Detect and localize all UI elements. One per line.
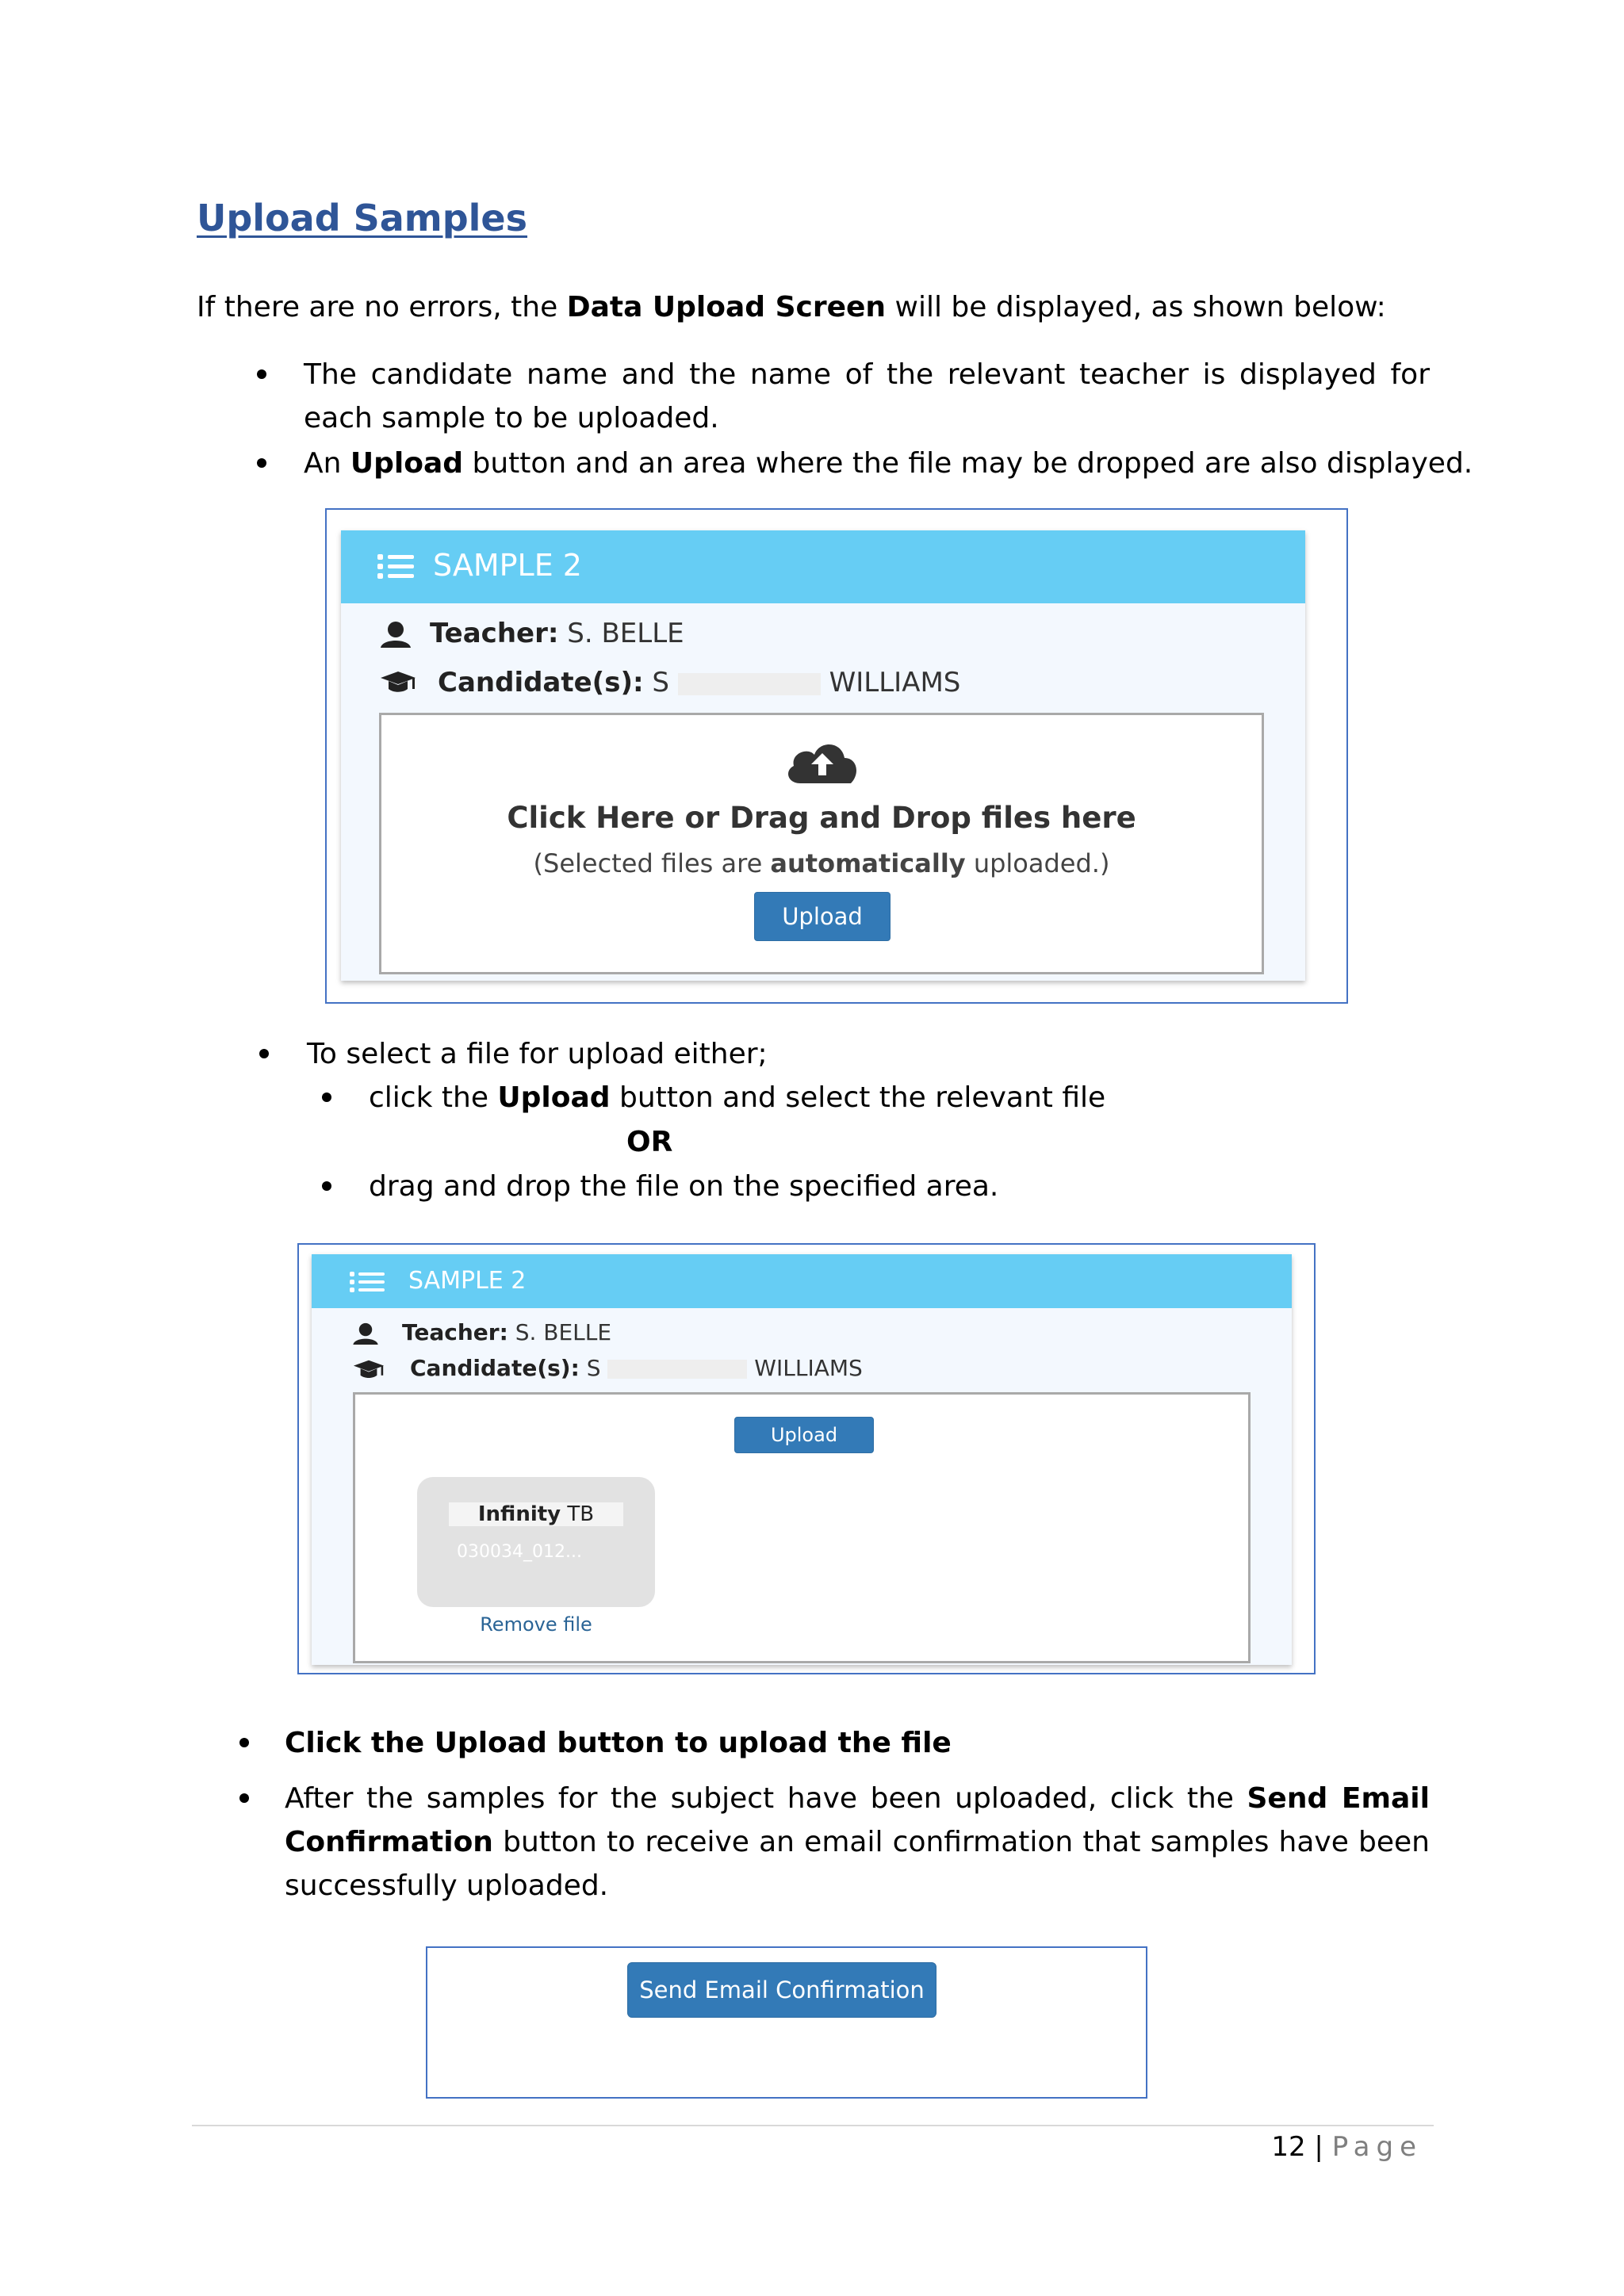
teacher-value: S. BELLE — [515, 1319, 612, 1345]
file-preview — [417, 1477, 655, 1607]
teacher-label: Teacher: — [430, 618, 559, 649]
graduation-cap-icon — [351, 1359, 386, 1380]
candidate-last: WILLIAMS — [754, 1355, 863, 1381]
file-name: 030034_012... — [457, 1542, 582, 1562]
footer-separator: | — [1314, 2131, 1323, 2163]
dropzone-title: Click Here or Drag and Drop files here — [507, 801, 1136, 835]
teacher-value: S. BELLE — [567, 618, 684, 649]
file-dropzone[interactable] — [353, 1392, 1251, 1663]
dropzone-note — [381, 848, 1262, 878]
bullet-candidate-teacher: The candidate name and the name of the relevant teacher is displayed for each sample to be uploaded. — [304, 358, 1430, 434]
file-size-value: Infinity — [477, 1502, 561, 1526]
teacher-label: Teacher: — [402, 1319, 508, 1345]
intro-text-after: will be displayed, as shown below: — [886, 291, 1386, 323]
or-separator: OR — [626, 1126, 673, 1158]
section-heading: Upload Samples — [197, 197, 528, 239]
candidate-first: S — [586, 1355, 601, 1381]
bullet-text-bold: Send Email Confirmation — [285, 1782, 1430, 1858]
bullet-marker — [259, 1049, 269, 1058]
card-title: SAMPLE 2 — [433, 548, 582, 583]
bullet-text-before: After the samples for the subject have been uploaded, click the — [285, 1782, 1247, 1815]
bullet-marker — [239, 1738, 249, 1747]
screenshot-data-upload — [325, 508, 1348, 1004]
sample-card — [341, 530, 1305, 981]
candidate-first: S — [652, 667, 670, 698]
bullet-text-bold: Upload — [350, 447, 464, 480]
select-option-upload — [369, 1076, 1105, 1119]
sample-card — [312, 1254, 1292, 1665]
bullet-text-before: An — [304, 447, 350, 480]
upload-button[interactable]: Upload — [754, 892, 891, 941]
candidate-label: Candidate(s): — [438, 667, 644, 698]
intro-paragraph — [197, 285, 1386, 329]
card-header — [312, 1254, 1292, 1308]
candidate-label: Candidate(s): — [410, 1355, 580, 1381]
file-size — [449, 1502, 623, 1526]
card-title: SAMPLE 2 — [408, 1267, 527, 1295]
page-footer — [1271, 2131, 1423, 2163]
page-number: 12 — [1271, 2131, 1306, 2163]
bullet-marker — [257, 369, 266, 379]
user-icon — [351, 1322, 380, 1345]
intro-text-bold: Data Upload Screen — [566, 291, 887, 323]
bullet-marker — [257, 458, 266, 468]
bullet-click-upload: Click the Upload button to upload the file — [285, 1727, 952, 1759]
bullet-send-email — [285, 1777, 1430, 1908]
list-icon — [377, 554, 414, 580]
cloud-upload-icon — [783, 739, 862, 785]
option-text-before: click the — [369, 1081, 498, 1114]
intro-text-before: If there are no errors, the — [197, 291, 567, 323]
file-size-unit: TB — [567, 1502, 595, 1526]
option-text-bold: Upload — [497, 1081, 611, 1114]
note-before: (Selected files are — [533, 848, 771, 878]
redacted-name — [607, 1360, 747, 1379]
bullet-marker — [322, 1093, 331, 1102]
footer-rule — [192, 2125, 1434, 2126]
upload-button[interactable]: Upload — [734, 1417, 874, 1453]
graduation-cap-icon — [379, 670, 417, 694]
bullet-text-after: button and an area where the file may be dropped are also displayed. — [463, 447, 1473, 480]
teacher-line — [430, 618, 684, 649]
screenshot-send-email — [426, 1946, 1147, 2099]
candidate-line — [410, 1355, 863, 1381]
page-word: Page — [1331, 2131, 1423, 2163]
remove-file-link[interactable]: Remove file — [480, 1613, 592, 1636]
bullet-upload-area — [304, 442, 1473, 485]
note-after: uploaded.) — [965, 848, 1110, 878]
bullet-marker — [239, 1793, 249, 1803]
send-email-confirmation-button[interactable]: Send Email Confirmation — [627, 1962, 936, 2018]
screenshot-file-selected — [297, 1243, 1316, 1674]
select-intro: To select a file for upload either; — [307, 1038, 768, 1070]
file-dropzone[interactable] — [379, 713, 1264, 974]
bullet-marker — [322, 1181, 331, 1191]
card-header — [341, 530, 1305, 603]
note-bold: automatically — [770, 848, 966, 878]
redacted-name — [678, 673, 821, 695]
candidate-last: WILLIAMS — [829, 667, 961, 698]
select-option-drag: drag and drop the file on the specified area. — [369, 1170, 999, 1203]
teacher-line — [402, 1319, 611, 1345]
candidate-line — [438, 667, 960, 698]
bullet-text-after: button to receive an email confirmation that samples have been successfully uploaded. — [285, 1826, 1430, 1902]
list-icon — [350, 1272, 385, 1292]
option-text-after: button and select the relevant file — [610, 1081, 1106, 1114]
user-icon — [379, 621, 412, 648]
